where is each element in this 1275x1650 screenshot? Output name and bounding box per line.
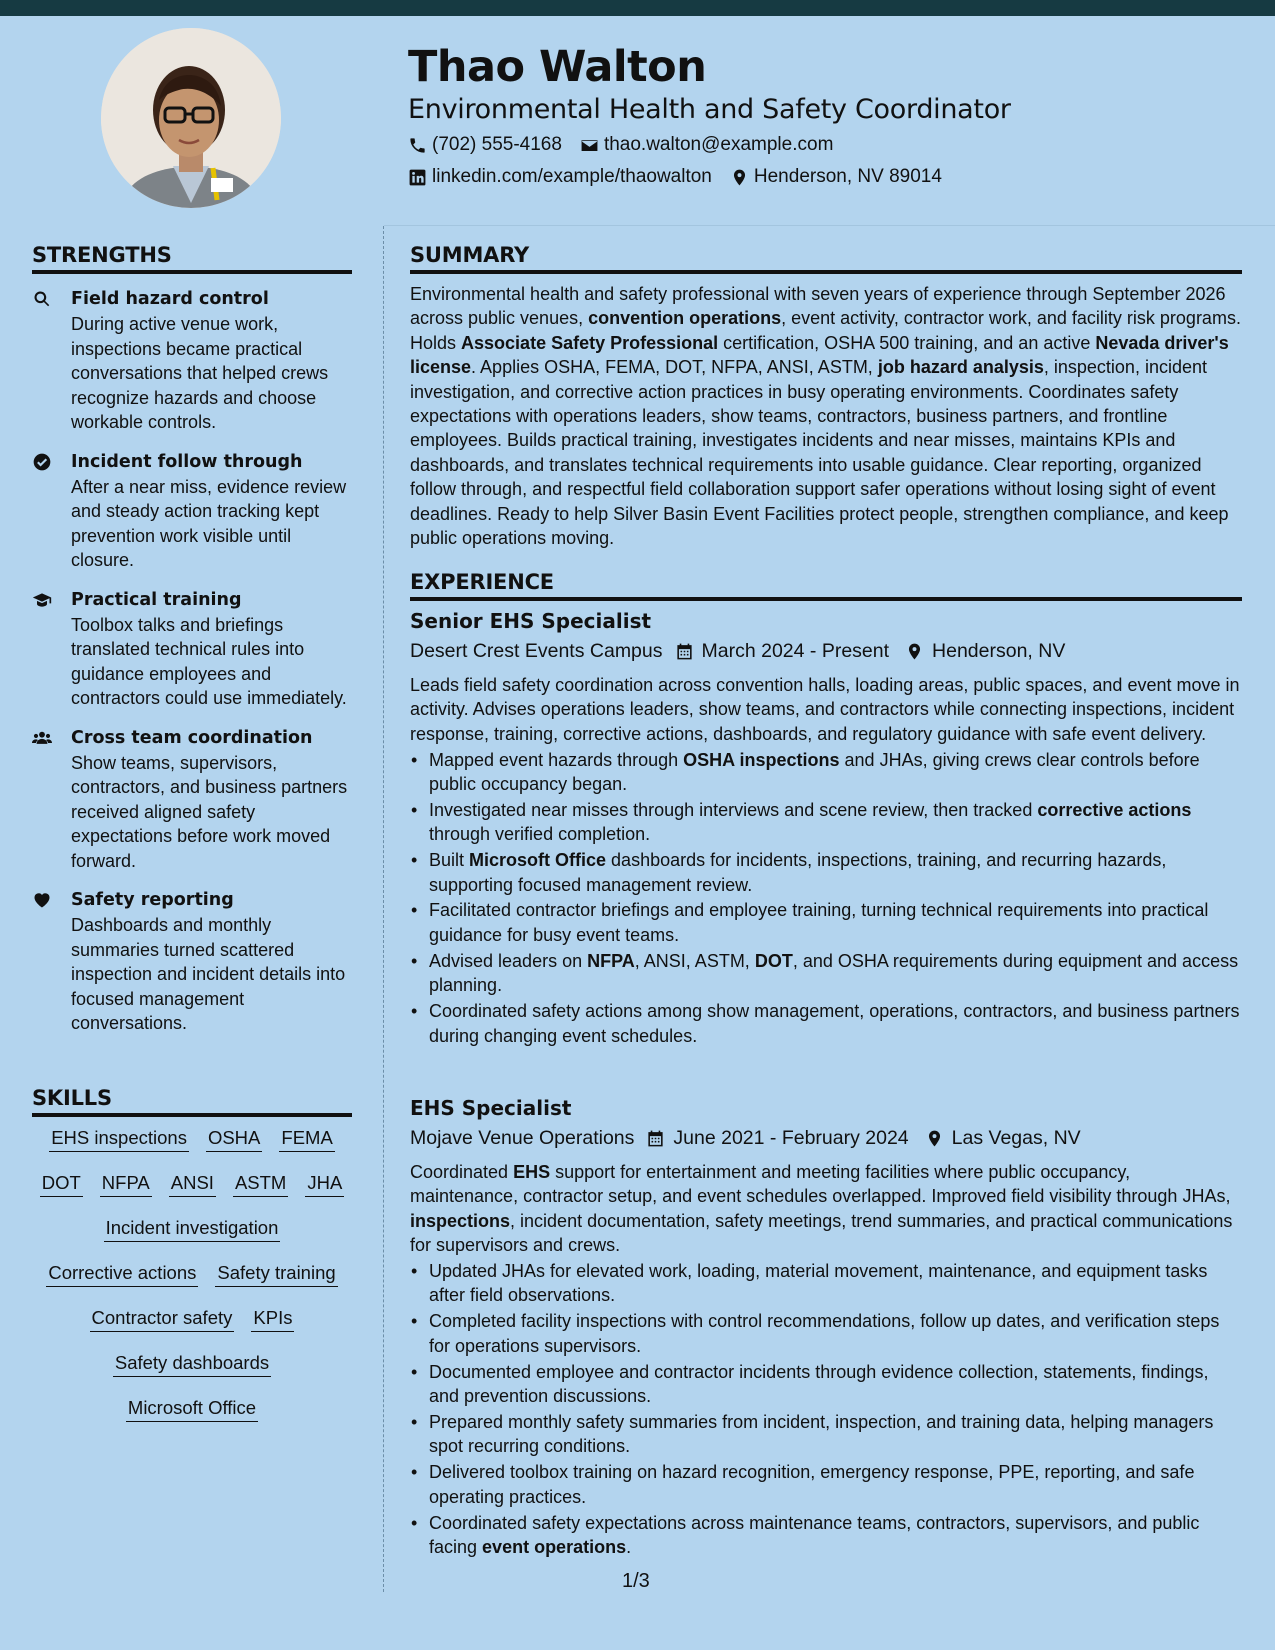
skill-tag: EHS inspections <box>49 1125 189 1152</box>
map-pin-icon <box>730 168 749 187</box>
skill-tag: ANSI <box>169 1170 216 1197</box>
skill-tag: Safety dashboards <box>113 1350 271 1377</box>
job-location: Las Vegas, NV <box>951 1127 1081 1150</box>
page-number: 1/3 <box>622 1570 650 1592</box>
experience-heading: EXPERIENCE <box>410 570 1242 601</box>
job-dates: March 2024 - Present <box>701 640 890 663</box>
job-company: Desert Crest Events Campus <box>410 640 663 663</box>
job-bullet: • Delivered toolbox training on hazard recognition, emergency response, PPE, reporting, and safe operating practices. <box>410 1460 1242 1509</box>
strength-item <box>32 449 352 573</box>
job-dates: June 2021 - February 2024 <box>673 1127 909 1150</box>
skill-tag: FEMA <box>279 1125 334 1152</box>
job-title: Senior EHS Specialist <box>410 609 652 633</box>
strength-title: Practical training <box>71 589 242 610</box>
job-location: Henderson, NV <box>932 640 1066 663</box>
skills-list <box>32 1125 352 1440</box>
phone-icon <box>408 136 427 155</box>
strength-item <box>32 587 352 711</box>
strengths-list <box>32 286 352 1050</box>
strength-body <box>71 725 352 874</box>
strength-body <box>71 887 352 1036</box>
graduation-cap-icon <box>32 587 58 711</box>
strength-description: Show teams, supervisors, contractors, and business partners received aligned safety expectations before work moved forward. <box>71 752 348 871</box>
linkedin-contact[interactable] <box>408 166 712 188</box>
job-title: EHS Specialist <box>410 1096 572 1120</box>
job-bullets <box>410 1259 1242 1559</box>
job-entry-senior-ehs-specialist <box>410 609 1242 1048</box>
skill-tag: Incident investigation <box>104 1215 281 1242</box>
skill-tag: ASTM <box>233 1170 288 1197</box>
check-circle-icon <box>32 449 58 573</box>
phone-contact[interactable] <box>408 134 562 156</box>
profile-photo <box>101 28 281 208</box>
skill-tag: Microsoft Office <box>126 1395 258 1422</box>
email-text: thao.walton@example.com <box>603 134 834 155</box>
calendar-icon <box>663 642 702 661</box>
strength-description: After a near miss, evidence review and steady action tracking kept prevention work visible until closure. <box>71 476 347 570</box>
job-bullet: • Coordinated safety actions among show management, operations, contractors, and business partners during changing event schedules. <box>410 999 1242 1048</box>
strength-description: During active venue work, inspections became practical conversations that helped crews recognize hazards and choose workable controls. <box>71 314 329 432</box>
search-icon <box>32 286 58 435</box>
map-pin-icon <box>909 1129 952 1148</box>
job-description: Coordinated EHS support for entertainment and meeting facilities where public occupancy, maintenance, contractor setup, and event schedules overlapped. Improved field visibility through JHAs, inspections, incident documentation, safety meetings, trend summaries, and practical communications for supervisors and crews. <box>410 1161 1233 1256</box>
phone-text: (702) 555-4168 <box>432 134 562 155</box>
summary-text <box>410 282 1242 550</box>
skill-tag: Safety training <box>215 1260 337 1287</box>
strength-item <box>32 887 352 1036</box>
skill-tag: Corrective actions <box>46 1260 198 1287</box>
strength-title: Field hazard control <box>71 289 269 309</box>
job-bullet: • Coordinated safety expectations across maintenance teams, contractors, supervisors, and public facing event operations. <box>410 1511 1242 1560</box>
strength-title: Incident follow through <box>71 451 303 472</box>
contact-row-2 <box>408 166 942 188</box>
job-bullet: • Mapped event hazards through OSHA inspections and JHAs, giving crews clear controls before public occupancy began. <box>410 748 1242 797</box>
skill-tag: OSHA <box>206 1125 262 1152</box>
strength-body <box>71 449 352 573</box>
calendar-icon <box>634 1129 673 1148</box>
skill-tag: DOT <box>40 1170 83 1197</box>
job-bullet: • Investigated near misses through interviews and scene review, then tracked corrective actions through verified completion. <box>410 798 1242 847</box>
skill-tag: JHA <box>305 1170 344 1197</box>
envelope-icon <box>580 136 599 155</box>
skill-tag: KPIs <box>251 1305 294 1332</box>
users-icon <box>32 725 58 874</box>
strength-title: Cross team coordination <box>71 727 313 748</box>
job-bullet: • Prepared monthly safety summaries from incident, inspection, and training data, helping managers spot recurring conditions. <box>410 1410 1242 1459</box>
job-description: Leads field safety coordination across convention halls, loading areas, public spaces, and event move in activity. Advises operations leaders, show teams, and contractors while connecting inspections, incident response, training, corrective actions, dashboards, and regulatory guidance with safe event delivery. <box>410 674 1240 744</box>
job-meta <box>410 639 1242 663</box>
summary-paragraph: Environmental health and safety professional with seven years of experience through September 2026 across public venues, convention operations, event activity, contractor work, and facility risk programs. Holds Associate Safety Professional certification, OSHA 500 training, and an active Nevada driver's license. Applies OSHA, FEMA, DOT, NFPA, ANSI, ASTM, job hazard analysis, inspection, incident investigation, and corrective action practices in busy operating environments. Coordinates safety expectations with operations leaders, show teams, contractors, business partners, and frontline employees. Builds practical training, investigates incidents and near misses, maintains KPIs and dashboards, and translates technical requirements into usable guidance. Clear reporting, organized follow through, and respectful field collaboration support safer operations without losing sight of event deadlines. Ready to help Silver Basin Event Facilities protect people, strengthen compliance, and keep public operations moving. <box>410 284 1241 549</box>
strength-title: Safety reporting <box>71 890 234 910</box>
job-bullet: • Completed facility inspections with control recommendations, follow up dates, and verification steps for operations supervisors. <box>410 1309 1242 1358</box>
strength-item <box>32 286 352 435</box>
heart-icon <box>32 887 58 1036</box>
summary-heading: SUMMARY <box>410 243 1242 274</box>
map-pin-icon <box>889 642 932 661</box>
job-bullet: • Updated JHAs for elevated work, loading, material movement, maintenance, and equipment tasks after field observations. <box>410 1259 1242 1308</box>
location-text: Henderson, NV 89014 <box>753 166 942 187</box>
linkedin-text: linkedin.com/example/thaowalton <box>432 166 712 187</box>
strength-item <box>32 725 352 874</box>
job-company: Mojave Venue Operations <box>410 1127 635 1150</box>
strength-description: Dashboards and monthly summaries turned scattered inspection and incident details into focused management conversations. <box>71 915 346 1033</box>
candidate-title: Environmental Health and Safety Coordinator <box>408 94 1011 125</box>
top-accent-bar <box>0 0 1275 16</box>
strength-body <box>71 286 352 435</box>
candidate-name: Thao Walton <box>408 42 707 92</box>
linkedin-icon <box>408 168 427 187</box>
skill-tag: NFPA <box>100 1170 152 1197</box>
job-meta <box>410 1126 1242 1150</box>
job-bullets <box>410 748 1242 1048</box>
job-bullet: • Documented employee and contractor incidents through evidence collection, statements, findings, and prevention discussions. <box>410 1360 1242 1409</box>
contact-row-1 <box>408 134 833 156</box>
job-entry-ehs-specialist <box>410 1096 1242 1559</box>
email-contact[interactable] <box>580 134 833 156</box>
skills-heading: SKILLS <box>32 1086 352 1117</box>
job-bullet: • Advised leaders on NFPA, ANSI, ASTM, DOT, and OSHA requirements during equipment and access planning. <box>410 949 1242 998</box>
location-contact <box>730 166 942 188</box>
job-bullet: • Facilitated contractor briefings and employee training, turning technical requirements into practical guidance for busy event teams. <box>410 898 1242 947</box>
header-divider <box>384 225 1275 226</box>
strength-body <box>71 587 352 711</box>
column-divider <box>383 226 384 1592</box>
job-bullet: • Built Microsoft Office dashboards for incidents, inspections, training, and recurring hazards, supporting focused management review. <box>410 848 1242 897</box>
skill-tag: Contractor safety <box>90 1305 235 1332</box>
strengths-heading: STRENGTHS <box>32 243 352 274</box>
strength-description: Toolbox talks and briefings translated technical rules into guidance employees and contractors could use immediately. <box>71 614 347 708</box>
